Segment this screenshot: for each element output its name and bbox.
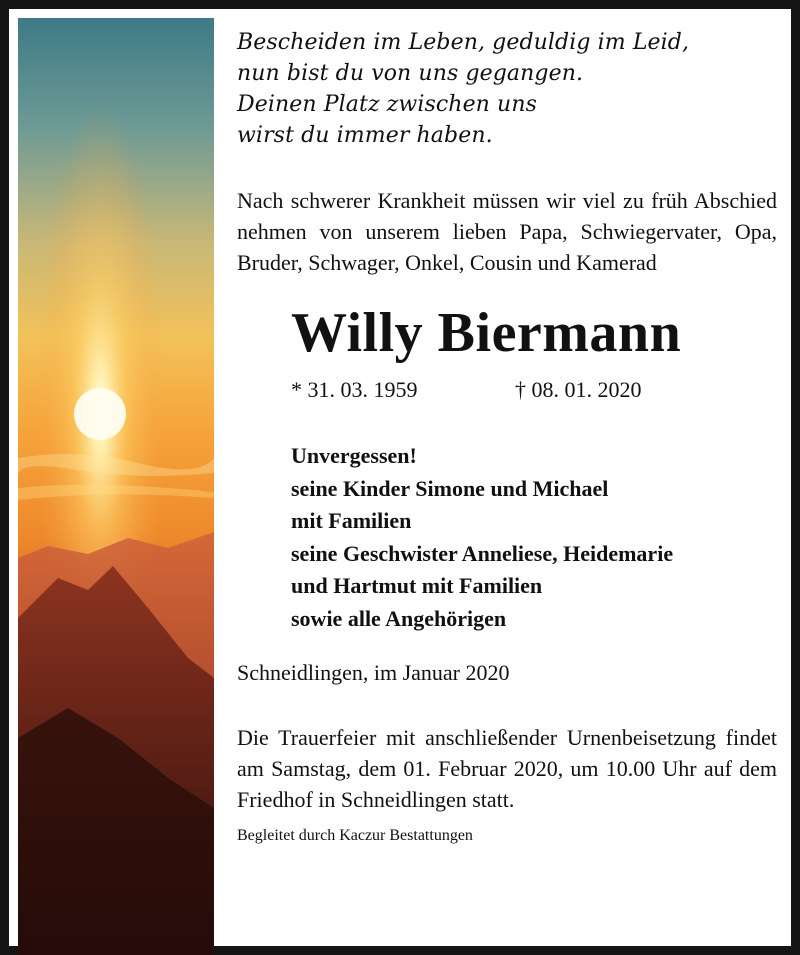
intro-paragraph: Nach schwerer Krankheit müssen wir viel zu früh Abschied nehmen von unserem lieben Papa, Schwiegervater, Opa, Bruder, Schwager, Onkel, Cousin und Kamerad: [237, 188, 777, 275]
poem-line: Deinen Platz zwischen uns: [237, 92, 537, 117]
sunset-mountain-photo: [18, 18, 214, 955]
sun-icon: [74, 388, 126, 440]
survivor-line: Unvergessen!: [291, 443, 417, 468]
poem-line: wirst du immer haben.: [237, 123, 493, 148]
poem-line: nun bist du von uns gegangen.: [237, 61, 584, 86]
place-and-date: Schneidlingen, im Januar 2020: [237, 660, 510, 685]
survivor-line: sowie alle Angehörigen: [291, 605, 507, 631]
sunset-image: [18, 18, 214, 955]
death-date: † 08. 01. 2020: [515, 377, 642, 402]
poem-line: Bescheiden im Leben, geduldig im Leid,: [237, 30, 690, 55]
deceased-name: Willy Biermann: [291, 302, 682, 364]
survivor-line: mit Familien: [291, 508, 412, 533]
funeral-service-info: Die Trauerfeier mit anschließender Urnenbeisetzung findet am Samstag, dem 01. Februar 2020, um 10.00 Uhr auf dem Friedhof in Schneidlingen statt.: [237, 725, 777, 812]
survivor-line: und Hartmut mit Familien: [291, 573, 543, 598]
survivor-line: seine Geschwister Anneliese, Heidemarie: [291, 540, 674, 566]
survivors-list: [237, 440, 777, 635]
undertaker-credit: Begleitet durch Kaczur Bestattungen: [237, 827, 473, 844]
obituary-text: [237, 27, 777, 847]
memorial-poem: [237, 27, 777, 151]
birth-date: * 31. 03. 1959: [291, 377, 418, 402]
life-dates: [237, 376, 777, 404]
survivor-line: seine Kinder Simone und Michael: [291, 475, 609, 501]
